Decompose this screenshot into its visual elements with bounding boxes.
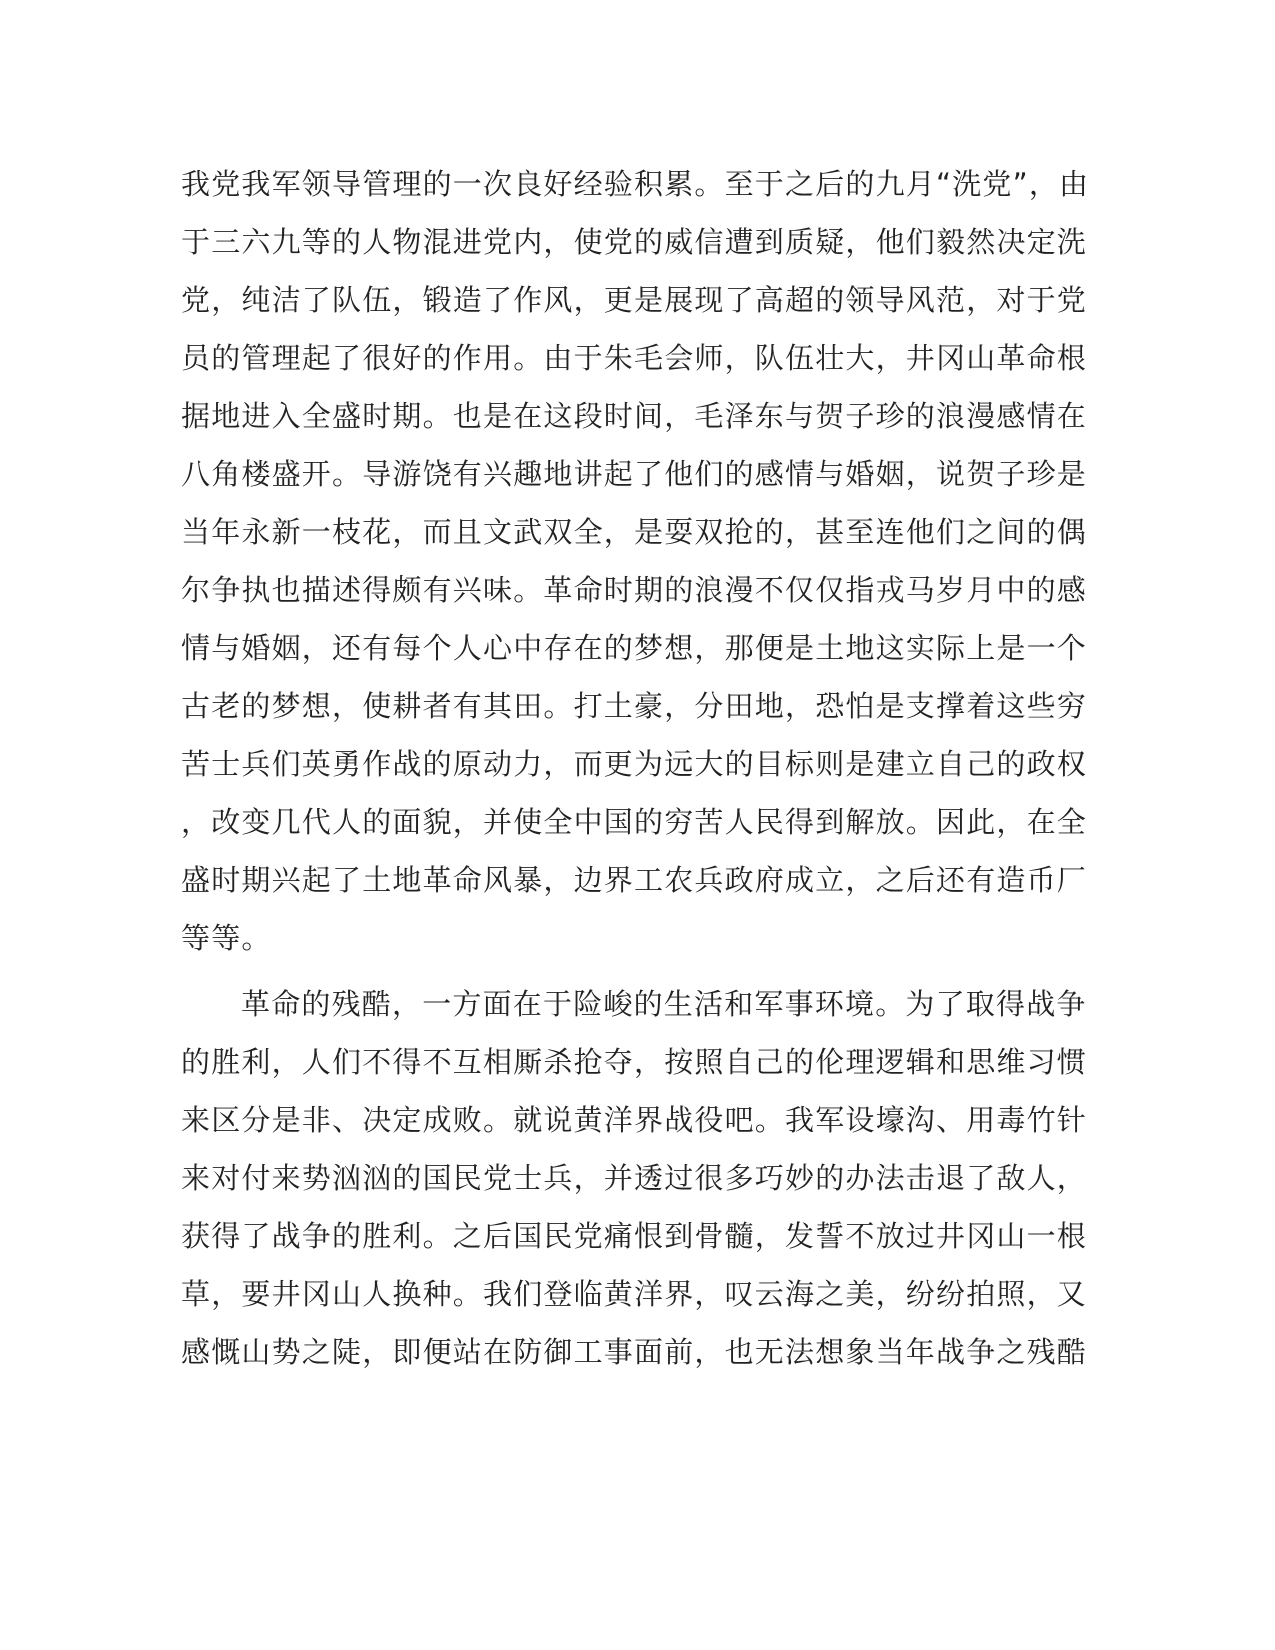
paragraph-1-line-10: 古老的梦想，使耕者有其田。打土豪，分田地，恐怕是支撑着这些穷 — [181, 689, 1088, 723]
paragraph-2-line-3: 来区分是非、决定成败。就说黄洋界战役吧。我军设壕沟、用毒竹针 — [181, 1103, 1088, 1137]
paragraph-2-line-7: 感慨山势之陡，即便站在防御工事面前，也无法想象当年战争之残酷 — [181, 1335, 1088, 1369]
paragraph-1-line-14: 等等。 — [181, 921, 272, 955]
paragraph-1-line-9: 情与婚姻，还有每个人心中存在的梦想，那便是土地这实际上是一个 — [181, 631, 1088, 665]
paragraph-2-line-6: 草，要井冈山人换种。我们登临黄洋界，叹云海之美，纷纷拍照，又 — [181, 1277, 1088, 1311]
paragraph-1-line-7: 当年永新一枝花，而且文武双全，是耍双抢的，甚至连他们之间的偶 — [181, 515, 1088, 549]
paragraph-1-line-5: 据地进入全盛时期。也是在这段时间，毛泽东与贺子珍的浪漫感情在 — [181, 399, 1088, 433]
paragraph-2-line-5: 获得了战争的胜利。之后国民党痛恨到骨髓，发誓不放过井冈山一根 — [181, 1219, 1088, 1253]
paragraph-2-line-1: 革命的残酷，一方面在于险峻的生活和军事环境。为了取得战争 — [241, 987, 1087, 1021]
paragraph-1-line-11: 苦士兵们英勇作战的原动力，而更为远大的目标则是建立自己的政权 — [181, 747, 1088, 781]
paragraph-1-line-4: 员的管理起了很好的作用。由于朱毛会师，队伍壮大，井冈山革命根 — [181, 341, 1088, 375]
paragraph-1-line-3: 党，纯洁了队伍，锻造了作风，更是展现了高超的领导风范，对于党 — [181, 283, 1088, 317]
paragraph-1-line-13: 盛时期兴起了土地革命风暴，边界工农兵政府成立，之后还有造币厂 — [181, 863, 1088, 897]
paragraph-2-line-2: 的胜利，人们不得不互相厮杀抢夺，按照自己的伦理逻辑和思维习惯 — [181, 1045, 1088, 1079]
paragraph-1-line-1: 我党我军领导管理的一次良好经验积累。至于之后的九月“洗党”，由 — [181, 167, 1090, 201]
paragraph-1-line-2: 于三六九等的人物混进党内，使党的威信遭到质疑，他们毅然决定洗 — [181, 225, 1088, 259]
paragraph-1-line-8: 尔争执也描述得颇有兴味。革命时期的浪漫不仅仅指戎马岁月中的感 — [181, 573, 1088, 607]
paragraph-2-line-4: 来对付来势汹汹的国民党士兵，并透过很多巧妙的办法击退了敌人， — [181, 1161, 1088, 1195]
paragraph-1-line-12: ，改变几代人的面貌，并使全中国的穷苦人民得到解放。因此，在全 — [181, 805, 1088, 839]
paragraph-1-line-6: 八角楼盛开。导游饶有兴趣地讲起了他们的感情与婚姻，说贺子珍是 — [181, 457, 1088, 491]
